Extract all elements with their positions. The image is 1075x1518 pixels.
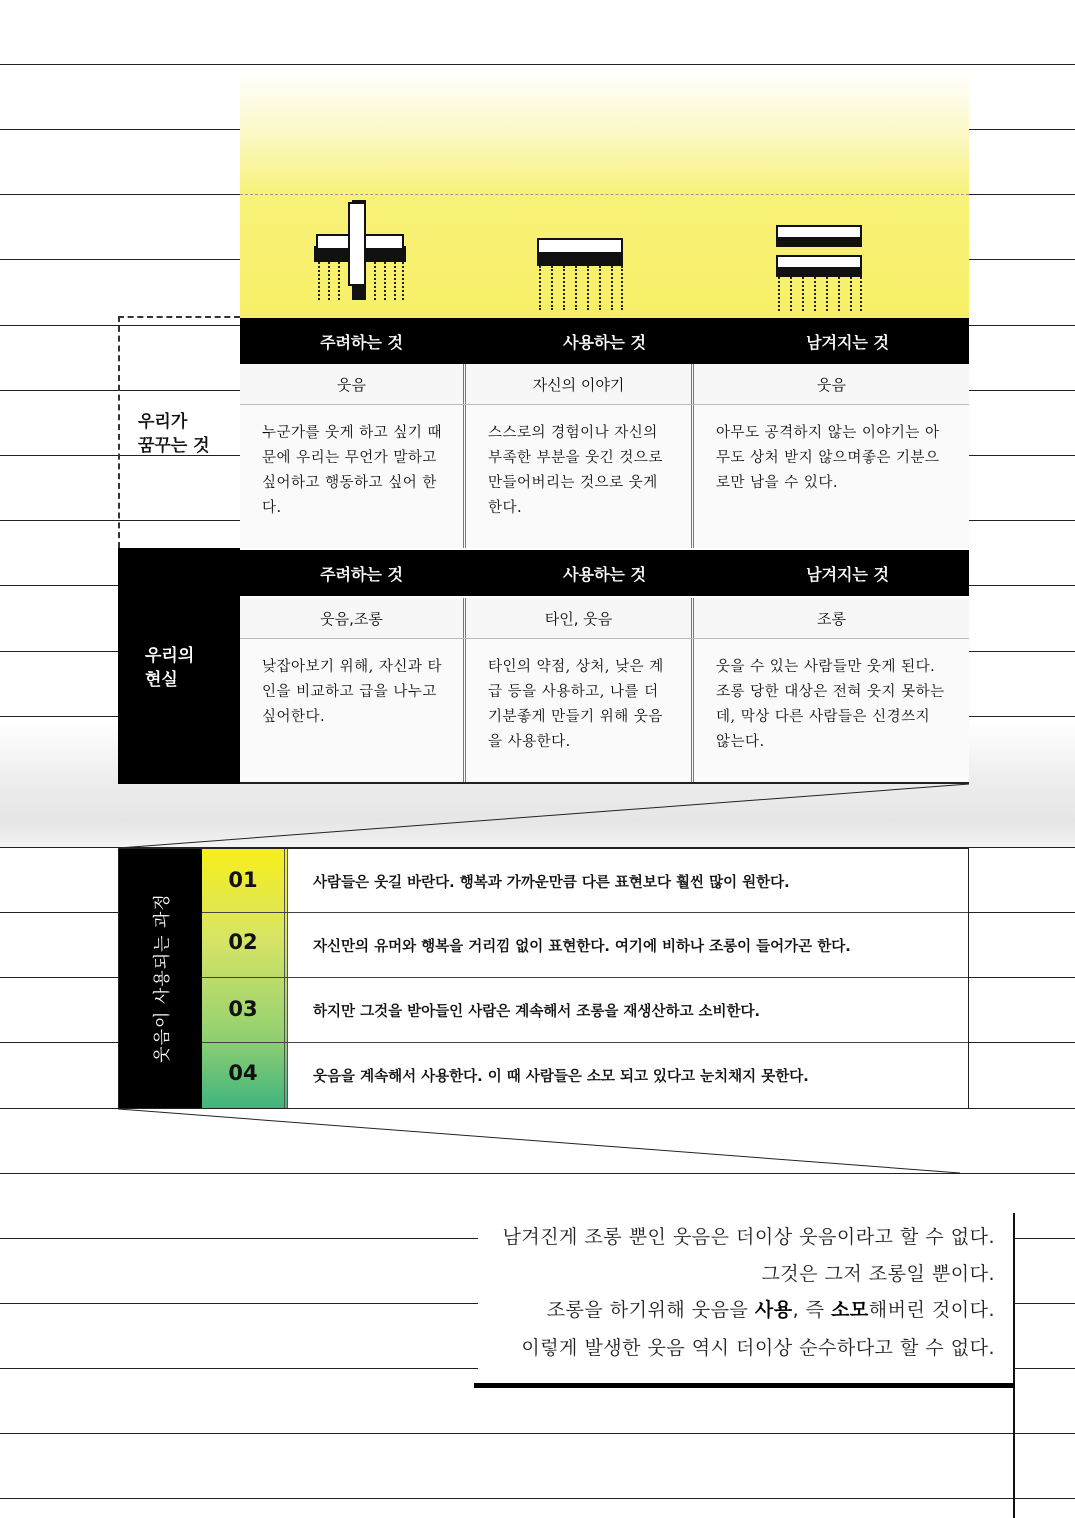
conclusion-vertical-rule xyxy=(1013,1213,1015,1518)
conclusion-line3-c: , 즉 xyxy=(792,1299,832,1321)
dream-sub-left: 웃음 xyxy=(817,375,846,394)
dream-body-left: 아무도 공격하지 않는 이야기는 아무도 상처 받지 않으며좋은 기분으로만 남을 수 있다. xyxy=(716,425,940,491)
conclusion-emph-consume: 소모 xyxy=(831,1299,869,1321)
conclusion-line3-a: 조롱을 하기위해 웃음을 xyxy=(546,1299,755,1321)
dream-sub-use: 자신의 이야기 xyxy=(466,364,694,404)
reality-sub-use: 타인, 웃음 xyxy=(466,598,694,638)
conclusion-line4: 이렇게 발생한 웃음 역시 더이상 순수하다고 할 수 없다. xyxy=(521,1337,995,1359)
reality-label-line1: 우리의 xyxy=(145,646,195,666)
reality-body-use: 타인의 약점, 상처, 낮은 계급 등을 사용하고, 나를 더 기분좋게 만들기 위해 웃음을 사용한다. xyxy=(466,639,694,782)
reality-body-give: 낮잡아보기 위해, 자신과 타인을 비교하고 급을 나누고 싶어한다. xyxy=(240,639,466,782)
conclusion-line3 xyxy=(547,1295,995,1322)
step-number: 04 xyxy=(228,1061,258,1085)
reality-header-use: 사용하는 것 xyxy=(563,564,646,584)
dream-header-give: 주려하는 것 xyxy=(320,332,403,352)
reality-sub-left: 조롱 xyxy=(817,609,846,628)
conclusion-underline xyxy=(474,1383,1015,1388)
step-text: 사람들은 웃길 바란다. 행복과 가까운만큼 다른 표현보다 훨씬 많이 원한다. xyxy=(313,875,790,891)
step-text: 자신만의 유머와 행복을 거리낌 없이 표현한다. 여기에 비하나 조롱이 들어가곤 한다. xyxy=(313,939,851,955)
conclusion-line1: 남겨진게 조롱 뿐인 웃음은 더이상 웃음이라고 할 수 없다. xyxy=(502,1226,995,1248)
dream-label-line2: 꿈꾸는 것 xyxy=(138,436,210,456)
dream-header-left: 남겨지는 것 xyxy=(806,332,889,352)
conclusion-line3-e: 해버린 것이다. xyxy=(868,1299,995,1321)
dream-sub-give: 웃음 xyxy=(240,364,466,404)
step-number: 01 xyxy=(228,868,258,892)
process-title: 웃음이 사용되는 과정 xyxy=(152,893,173,1063)
dream-label-line1: 우리가 xyxy=(138,412,188,432)
reality-sub-give: 웃음,조롱 xyxy=(240,598,466,638)
reality-body-left: 웃을 수 있는 사람들만 웃게 된다. 조롱 당한 대상은 전혀 웃지 못하는데, 막상 다른 사람들은 신경쓰지 않는다. xyxy=(716,659,945,750)
reality-header-left: 남겨지는 것 xyxy=(806,564,889,584)
conclusion-line2: 그것은 그저 조롱일 뿐이다. xyxy=(761,1263,995,1285)
dream-header-use: 사용하는 것 xyxy=(563,332,646,352)
conclusion-emph-use: 사용 xyxy=(754,1299,793,1321)
reality-label-line2: 현실 xyxy=(145,670,178,690)
dream-body-give: 누군가를 웃게 하고 싶기 때문에 우리는 무언가 말하고 싶어하고 행동하고 싶어 한다. xyxy=(240,405,466,548)
dream-body-use: 스스로의 경험이나 자신의 부족한 부분을 웃긴 것으로 만들어버리는 것으로 웃게 한다. xyxy=(466,405,694,548)
step-text: 웃음을 계속해서 사용한다. 이 때 사람들은 소모 되고 있다고 눈치채지 못한다. xyxy=(313,1069,809,1085)
reality-header-give: 주려하는 것 xyxy=(320,564,403,584)
step-number: 03 xyxy=(228,997,258,1021)
step-text: 하지만 그것을 받아들인 사람은 계속해서 조롱을 재생산하고 소비한다. xyxy=(313,1004,761,1020)
step-number: 02 xyxy=(228,930,258,954)
